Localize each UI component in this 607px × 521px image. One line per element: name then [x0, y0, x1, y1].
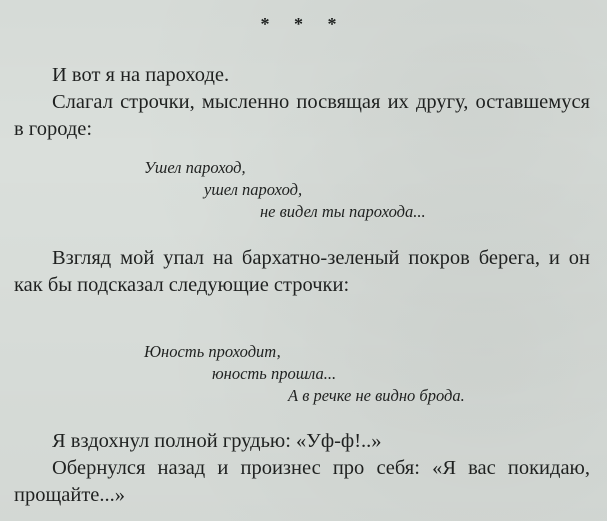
- verse2-line-2: юность прошла...: [212, 364, 337, 383]
- verse2-line-3: А в речке не видно брода.: [288, 386, 465, 405]
- verse1-line-1: Ушел пароход,: [144, 158, 246, 177]
- verse1-line-3: не видел ты парохода...: [260, 202, 426, 221]
- paragraph-2: Слагал строчки, мысленно посвящая их другу, оставшемуся в городе:: [14, 91, 590, 140]
- paragraph-1: И вот я на пароходе.: [52, 64, 230, 86]
- verse1-line-2: ушел пароход,: [204, 180, 303, 199]
- verse2-line-1: Юность проходит,: [144, 342, 281, 361]
- paragraph-3: Взгляд мой упал на бархатно-зеленый покров берега, и он как бы подсказал следующие строчки:: [14, 247, 590, 296]
- section-separator: * * *: [260, 14, 347, 34]
- paragraph-5: Обернулся назад и произнес про себя: «Я вас покидаю, прощайте...»: [14, 457, 590, 506]
- paragraph-4: Я вздохнул полной грудью: «Уф-ф!..»: [52, 430, 382, 452]
